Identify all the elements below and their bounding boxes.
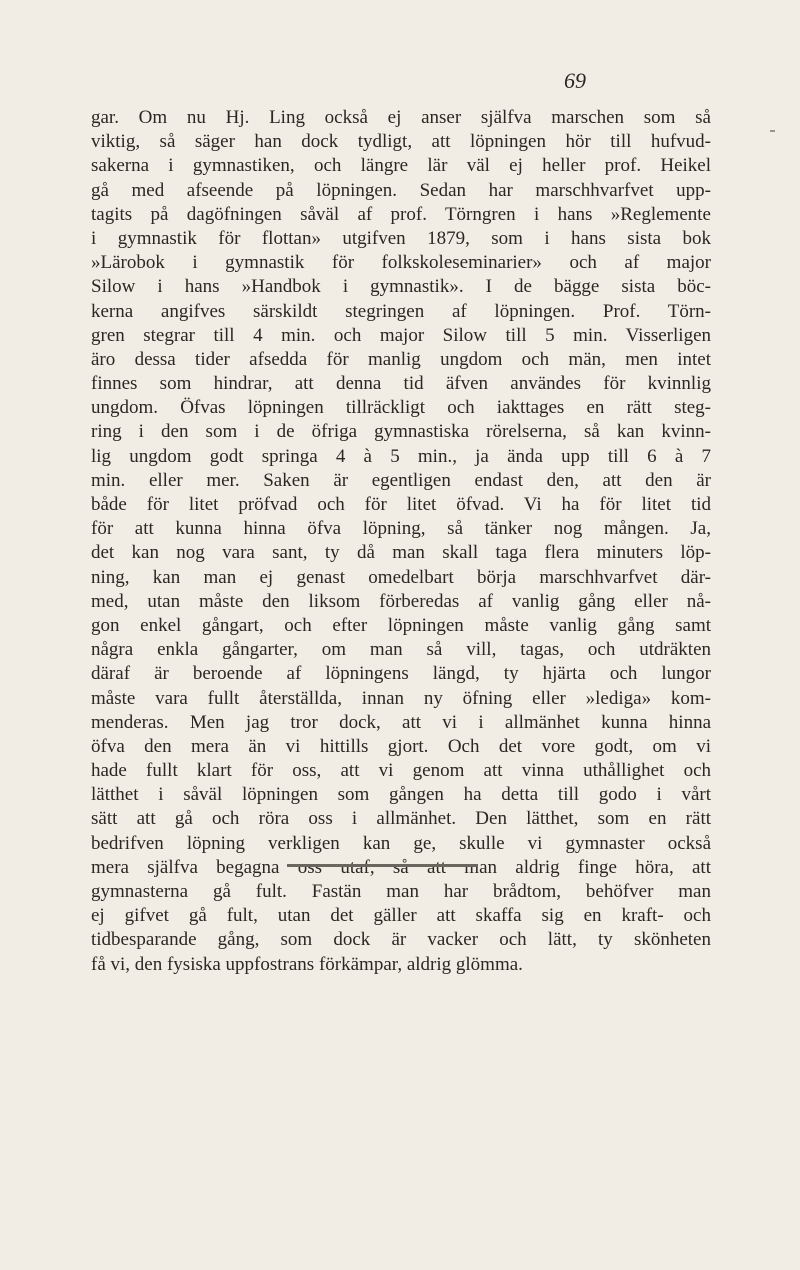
- body-text: [91, 106, 711, 977]
- text-line: gå med afseende på löpningen. Sedan har marschhvarfvet upp-: [91, 179, 711, 201]
- text-line: Silow i hans »Handbok i gymnastik». I de bägge sista böc-: [91, 276, 711, 298]
- text-line: i gymnastik för flottan» utgifven 1879, som i hans sista bok: [91, 227, 711, 249]
- text-line: äro dessa tider afsedda för manlig ungdom och män, men intet: [91, 348, 711, 370]
- text-line: öfva den mera än vi hittills gjort. Och det vore godt, om vi: [91, 735, 711, 757]
- text-line: sakerna i gymnastiken, och längre lär väl ej heller prof. Heikel: [91, 155, 711, 177]
- text-line: lätthet i såväl löpningen som gången ha detta till godo i vårt: [91, 784, 711, 806]
- text-line: med, utan måste den liksom förberedas af vanlig gång eller nå-: [91, 590, 711, 612]
- text-line: ungdom. Öfvas löpningen tillräckligt och iakttages en rätt steg-: [91, 397, 711, 419]
- text-line: få vi, den fysiska uppfostrans förkämpar, aldrig glömma.: [91, 953, 523, 975]
- text-line: lig ungdom godt springa 4 à 5 min., ja ända upp till 6 à 7: [91, 445, 711, 467]
- text-line: både för litet pröfvad och för litet öfvad. Vi ha för litet tid: [91, 494, 711, 515]
- text-line: ning, kan man ej genast omedelbart börja marschhvarfvet där-: [91, 566, 711, 588]
- text-line: gon enkel gångart, och efter löpningen måste vanlig gång samt: [91, 614, 711, 636]
- text-line: min. eller mer. Saken är egentligen endast den, att den är: [91, 469, 711, 491]
- text-line: måste vara fullt återställda, innan ny öfning eller »lediga» kom-: [91, 687, 711, 709]
- margin-mark: [770, 130, 775, 132]
- text-line: däraf är beroende af löpningens längd, ty hjärta och lungor: [91, 663, 711, 685]
- text-line: sätt att gå och röra oss i allmänhet. Den lätthet, som en rätt: [91, 808, 711, 830]
- text-line: »Lärobok i gymnastik för folkskoleseminarier» och af major: [91, 252, 711, 274]
- text-line: för att kunna hinna öfva löpning, så tänker nog mången. Ja,: [91, 518, 711, 540]
- text-line: det kan nog vara sant, ty då man skall taga flera minuters löp-: [91, 542, 711, 564]
- text-line: menderas. Men jag tror dock, att vi i allmänhet kunna hinna: [91, 711, 711, 733]
- text-line: ring i den som i de öfriga gymnastiska rörelserna, så kan kvinn-: [91, 421, 711, 443]
- text-line: mera själfva begagna oss utaf, så att man aldrig finge höra, att: [91, 856, 711, 878]
- text-line: gymnasterna gå fult. Fastän man har brådtom, behöfver man: [91, 881, 711, 902]
- text-line: kerna angifves särskildt stegringen af löpningen. Prof. Törn-: [91, 300, 711, 322]
- text-line: gar. Om nu Hj. Ling också ej anser själfva marschen som så: [91, 107, 711, 128]
- text-line: bedrifven löpning verkligen kan ge, skulle vi gymnaster också: [91, 832, 711, 854]
- text-line: några enkla gångarter, om man så vill, tagas, och utdräkten: [91, 639, 711, 661]
- text-line: tidbesparande gång, som dock är vacker och lätt, ty skönheten: [91, 929, 711, 951]
- text-line: viktig, så säger han dock tydligt, att löpningen hör till hufvud-: [91, 131, 711, 153]
- text-line: hade fullt klart för oss, att vi genom att vinna uthållighet och: [91, 760, 711, 782]
- page-number: 69: [564, 68, 586, 93]
- text-line: finnes som hindrar, att denna tid äfven användes för kvinnlig: [91, 373, 711, 395]
- section-divider: [287, 864, 478, 867]
- text-line: tagits på dagöfningen såväl af prof. Törngren i hans »Reglemente: [91, 203, 711, 225]
- text-line: ej gifvet gå fult, utan det gäller att skaffa sig en kraft- och: [91, 905, 711, 927]
- text-line: gren stegrar till 4 min. och major Silow till 5 min. Visserligen: [91, 324, 711, 346]
